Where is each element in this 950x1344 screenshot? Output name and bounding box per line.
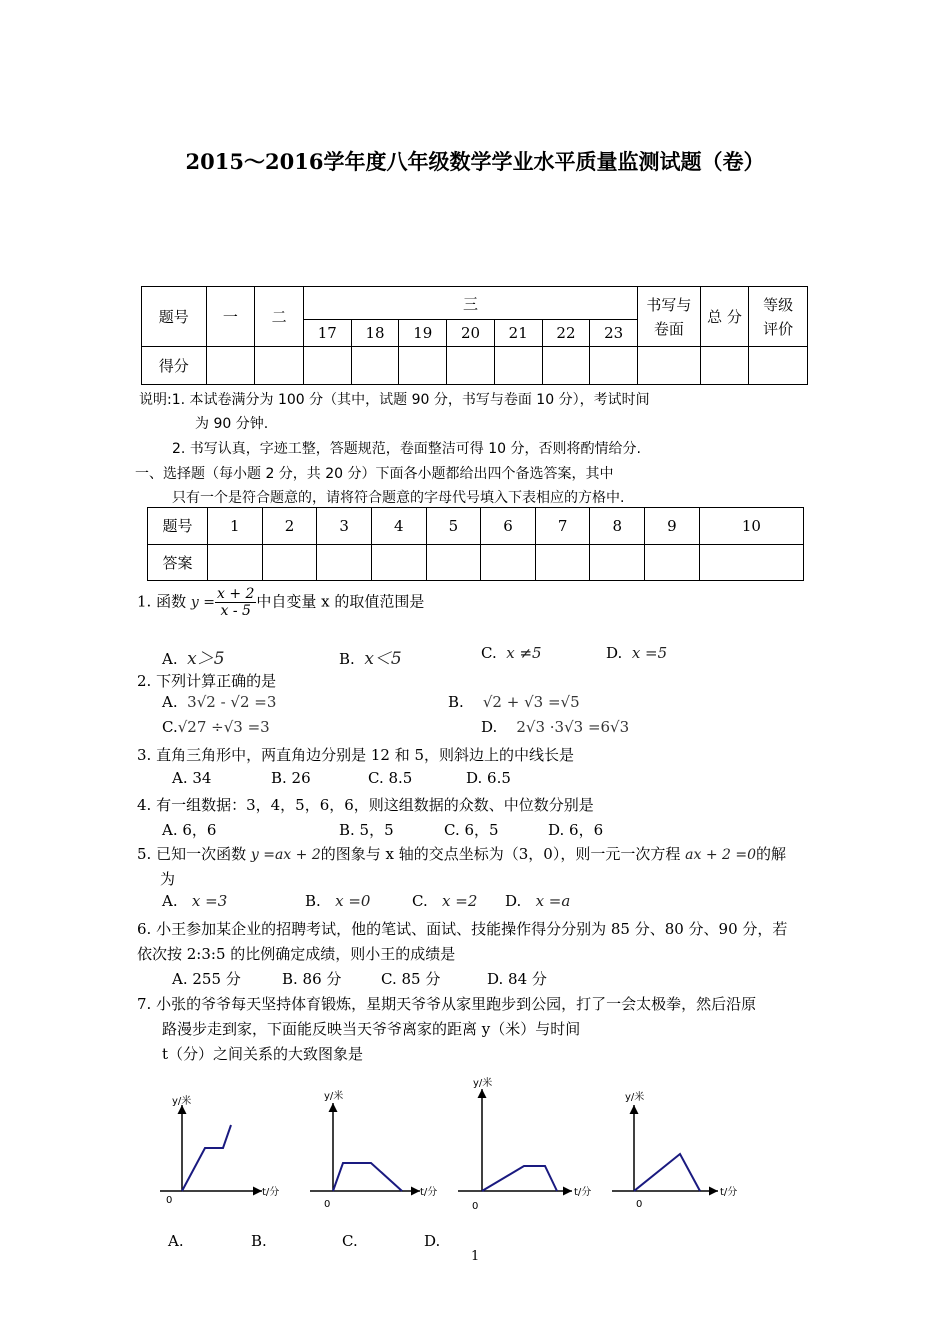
answer-col-number: 4: [371, 508, 426, 545]
q3-option-c[interactable]: C. 8.5: [368, 769, 413, 787]
note-2: 2. 书写认真，字迹工整，答题规范，卷面整洁可得 10 分，否则将酌情给分.: [172, 441, 641, 457]
q6-option-b[interactable]: B. 86 分: [282, 970, 342, 988]
graph-d-x-label: t/分: [720, 1187, 738, 1198]
graph-d-origin: 0: [636, 1199, 643, 1210]
table-sub-col: 17: [303, 320, 351, 347]
answer-table-header: 答案: [148, 544, 208, 581]
answer-cell[interactable]: [535, 544, 590, 581]
score-cell[interactable]: [399, 347, 447, 385]
score-cell[interactable]: [590, 347, 638, 385]
answer-col-number: 7: [535, 508, 590, 545]
graph-b-y-label: y/米: [324, 1091, 344, 1102]
q2-option-b[interactable]: B. √2 + √3 =√5: [448, 693, 580, 711]
answer-col-number: 1: [208, 508, 263, 545]
table-sub-col: 22: [542, 320, 590, 347]
table-sub-col: 19: [399, 320, 447, 347]
note-1-cont: 为 90 分钟.: [195, 416, 269, 432]
page-title: 2015～2016学年度八年级数学学业水平质量监测试题（卷）: [185, 149, 765, 174]
q7-option-c[interactable]: C.: [342, 1232, 358, 1250]
answer-cell[interactable]: [699, 544, 803, 581]
answer-col-number: 9: [645, 508, 700, 545]
graph-a-curve: [182, 1125, 231, 1191]
graph-d: [612, 1090, 737, 1210]
graph-b-origin: 0: [324, 1199, 331, 1210]
q5-option-b[interactable]: B. x =0: [305, 892, 371, 910]
graph-b-curve: [333, 1163, 402, 1191]
answer-cell[interactable]: [371, 544, 426, 581]
page-number: 1: [471, 1249, 480, 1264]
answer-col-number: 5: [426, 508, 481, 545]
q4-option-b[interactable]: B. 5，5: [339, 821, 394, 839]
table-sub-col: 21: [494, 320, 542, 347]
graph-a-y-label: y/米: [172, 1096, 192, 1107]
question-6-cont: 依次按 2:3:5 的比例确定成绩，则小王的成绩是: [137, 945, 456, 963]
question-4: 4. 有一组数据：3，4，5，6，6，则这组数据的众数、中位数分别是: [137, 796, 594, 814]
section-heading-cont: 只有一个是符合题意的，请将符合题意的字母代号填入下表相应的方格中.: [172, 490, 625, 506]
graph-c-origin: 0: [472, 1201, 479, 1212]
score-cell[interactable]: [749, 347, 808, 385]
graph-c: [458, 1076, 591, 1212]
q7-option-a[interactable]: A.: [168, 1232, 184, 1250]
answer-table: [147, 507, 804, 581]
answer-table-header: 题号: [148, 508, 208, 545]
q1-option-b[interactable]: B. x＜5: [339, 649, 402, 669]
graph-a: [160, 1094, 279, 1206]
score-cell[interactable]: [447, 347, 495, 385]
q7-graphs: [0, 1075, 950, 1215]
score-cell[interactable]: [303, 347, 351, 385]
q6-option-d[interactable]: D. 84 分: [487, 970, 547, 988]
note-1: 说明:1. 本试卷满分为 100 分（其中，试题 90 分，书写与卷面 10 分），考试时间: [139, 392, 650, 408]
answer-cell[interactable]: [317, 544, 372, 581]
table-header-col: 总 分: [700, 287, 749, 347]
table-sub-col: 18: [351, 320, 399, 347]
q1-option-d[interactable]: D. x =5: [606, 644, 668, 662]
q6-option-a[interactable]: A. 255 分: [172, 970, 241, 988]
graph-c-curve: [482, 1166, 557, 1191]
q5-option-a[interactable]: A. x =3: [162, 892, 228, 910]
graph-b: [310, 1089, 437, 1210]
question-7-cont: 路漫步走到家，下面能反映当天爷爷离家的距离 y（米）与时间: [162, 1020, 581, 1038]
graph-a-x-label: t/分: [262, 1187, 280, 1198]
answer-cell[interactable]: [426, 544, 481, 581]
score-cell[interactable]: [638, 347, 701, 385]
q5-option-d[interactable]: D. x =a: [505, 892, 571, 910]
answer-cell[interactable]: [481, 544, 536, 581]
question-3: 3. 直角三角形中，两直角边分别是 12 和 5，则斜边上的中线长是: [137, 746, 575, 764]
q6-option-c[interactable]: C. 85 分: [381, 970, 441, 988]
score-cell[interactable]: [206, 347, 255, 385]
graph-d-curve: [634, 1154, 700, 1191]
score-cell[interactable]: [494, 347, 542, 385]
section-heading: 一、选择题（每小题 2 分，共 20 分）下面各小题都给出四个备选答案，其中: [135, 466, 614, 482]
graph-b-x-label: t/分: [420, 1187, 438, 1198]
graph-a-origin: 0: [166, 1195, 173, 1206]
table-sub-col: 23: [590, 320, 638, 347]
q7-option-b[interactable]: B.: [251, 1232, 267, 1250]
question-6: 6. 小王参加某企业的招聘考试，他的笔试、面试、技能操作得分分别为 85 分、80 分、90 分，若: [137, 920, 788, 938]
table-header-label: 题号: [142, 287, 207, 347]
question-7-cont2: t（分）之间关系的大致图象是: [162, 1045, 364, 1063]
q1-option-a[interactable]: A. x＞5: [162, 649, 225, 669]
answer-col-number: 10: [699, 508, 803, 545]
question-5-cont: 为: [160, 870, 176, 888]
table-header-col: 三: [303, 287, 637, 320]
answer-cell[interactable]: [208, 544, 263, 581]
question-1: 1. 函数 y = $\frac{x + 2}{x - 5}$ 中自变量 x 的取值范围是: [137, 586, 425, 619]
fraction: $\frac{x + 2}{x - 5}$: [216, 586, 255, 619]
score-cell[interactable]: [351, 347, 399, 385]
q2-option-c[interactable]: C.√27 ÷√3 =3: [162, 718, 270, 736]
score-cell[interactable]: [542, 347, 590, 385]
q7-option-d[interactable]: D.: [424, 1232, 441, 1250]
q2-option-a[interactable]: A. 3√2 - √2 =3: [162, 693, 277, 711]
question-2: 2. 下列计算正确的是: [137, 672, 277, 690]
q3-option-d[interactable]: D. 6.5: [466, 769, 511, 787]
graph-c-x-label: t/分: [574, 1187, 592, 1198]
table-score-label: 得分: [142, 347, 207, 385]
table-sub-col: 20: [447, 320, 495, 347]
question-7: 7. 小张的爷爷每天坚持体育锻炼，星期天爷爷从家里跑步到公园，打了一会太极拳，然后沿原: [137, 995, 757, 1013]
q2-option-d[interactable]: D. 2√3 ·3√3 =6√3: [481, 718, 630, 736]
q4-option-d[interactable]: D. 6，6: [548, 821, 604, 839]
table-header-col: 二: [255, 287, 304, 347]
score-cell[interactable]: [700, 347, 749, 385]
answer-col-number: 8: [590, 508, 645, 545]
score-table: [141, 286, 808, 385]
answer-cell[interactable]: [590, 544, 645, 581]
q1-option-c[interactable]: C. x ≠5: [481, 644, 542, 662]
answer-cell[interactable]: [645, 544, 700, 581]
answer-cell[interactable]: [262, 544, 317, 581]
graph-c-y-label: y/米: [473, 1078, 493, 1089]
q3-option-b[interactable]: B. 26: [271, 769, 311, 787]
answer-col-number: 6: [481, 508, 536, 545]
q3-option-a[interactable]: A. 34: [172, 769, 212, 787]
answer-col-number: 2: [262, 508, 317, 545]
answer-col-number: 3: [317, 508, 372, 545]
graph-d-y-label: y/米: [625, 1092, 645, 1103]
question-5: 5. 已知一次函数 y =ax + 2的图象与 x 轴的交点坐标为（3，0），则一元一次方程 ax + 2 =0的解: [137, 845, 787, 863]
table-header-col: 书写与 卷面: [638, 287, 701, 347]
table-header-col: 等级 评价: [749, 287, 808, 347]
score-cell[interactable]: [255, 347, 304, 385]
q4-option-a[interactable]: A. 6，6: [162, 821, 217, 839]
table-header-col: 一: [206, 287, 255, 347]
q4-option-c[interactable]: C. 6，5: [444, 821, 499, 839]
q5-option-c[interactable]: C. x =2: [412, 892, 478, 910]
